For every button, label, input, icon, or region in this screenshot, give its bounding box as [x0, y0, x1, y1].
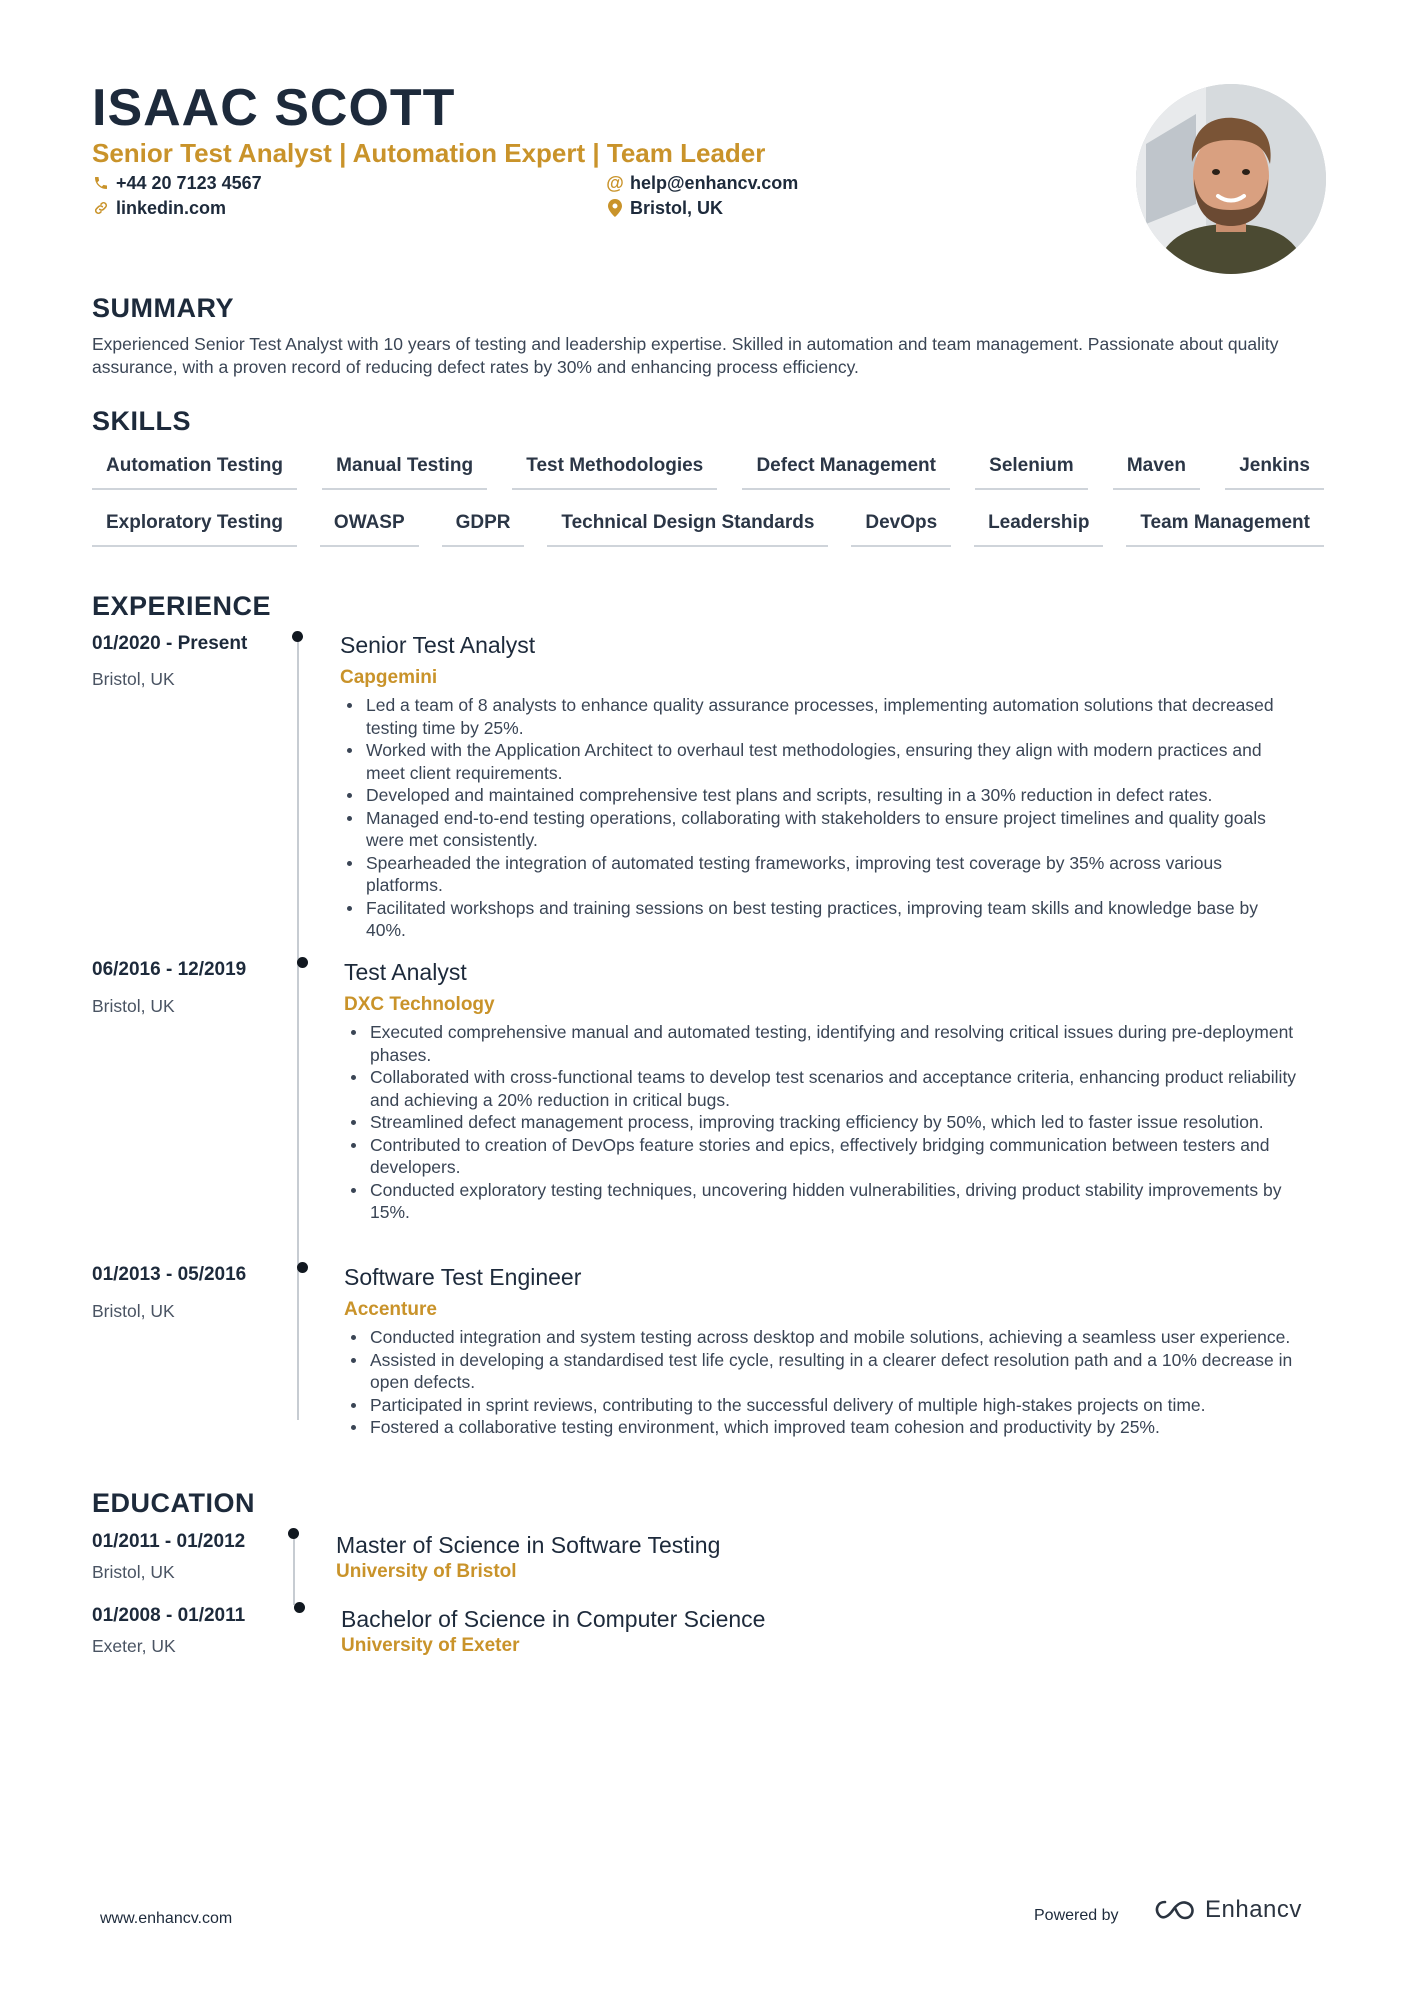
education-date: 01/2008 - 01/2011 [92, 1605, 246, 1626]
job-date: 01/2020 - Present [92, 633, 248, 654]
job-bullet: Worked with the Application Architect to overhaul test methodologies, ensuring they align with modern practices and meet client requirements. [340, 739, 1300, 784]
education-location: Exeter, UK [92, 1636, 176, 1656]
location-text: Bristol, UK [630, 198, 724, 218]
job-bullet: Participated in sprint reviews, contributing to the successful delivery of multiple high-stakes projects on time. [344, 1394, 1304, 1417]
powered-by-label: Powered by [1034, 1907, 1119, 1924]
skills-heading: SKILLS [92, 406, 192, 436]
education-timeline [293, 1535, 295, 1605]
education-date: 01/2011 - 01/2012 [92, 1531, 246, 1552]
job-bullets [344, 1326, 1304, 1439]
skill-tag: Leadership [974, 505, 1103, 547]
phone-text: +44 20 7123 4567 [116, 173, 262, 193]
job-role: Software Test Engineer [344, 1264, 582, 1290]
education-school: University of Exeter [341, 1635, 520, 1656]
skill-tag: Automation Testing [92, 448, 297, 490]
job-bullets [344, 1021, 1304, 1224]
skill-tag: Maven [1113, 448, 1200, 490]
skill-tag: OWASP [320, 505, 419, 547]
candidate-name: ISAAC SCOTT [92, 79, 456, 137]
job-location: Bristol, UK [92, 669, 175, 689]
job-bullet: Contributed to creation of DevOps feature stories and epics, effectively bridging communication between testers and developers. [344, 1134, 1304, 1179]
job-bullet: Streamlined defect management process, improving tracking efficiency by 50%, which led to faster issue resolution. [344, 1111, 1304, 1134]
skills-row-1 [92, 448, 1324, 490]
skills-list [92, 448, 1324, 562]
contact-location [606, 197, 723, 219]
enhancv-logo-icon [1153, 1898, 1199, 1922]
education-heading: EDUCATION [92, 1488, 255, 1518]
timeline-dot [297, 1262, 308, 1273]
experience-timeline [297, 640, 299, 1420]
job-company: Capgemini [340, 667, 438, 688]
linkedin-text: linkedin.com [116, 198, 227, 218]
timeline-dot [297, 957, 308, 968]
skill-tag: DevOps [851, 505, 951, 547]
job-company: DXC Technology [344, 994, 495, 1015]
job-role: Test Analyst [344, 959, 467, 985]
contact-phone[interactable] [92, 172, 262, 194]
job-bullet: Facilitated workshops and training sessions on best testing practices, improving team skills and knowledge base by 40%. [340, 897, 1300, 942]
job-bullet: Managed end-to-end testing operations, collaborating with stakeholders to ensure project timelines and quality goals were met consistently. [340, 807, 1300, 852]
skill-tag: Defect Management [742, 448, 950, 490]
education-school: University of Bristol [336, 1561, 517, 1582]
education-location: Bristol, UK [92, 1562, 175, 1582]
contact-linkedin[interactable] [92, 197, 226, 219]
skill-tag: GDPR [442, 505, 525, 547]
job-bullet: Fostered a collaborative testing environment, which improved team cohesion and productivity by 25%. [344, 1416, 1304, 1439]
job-bullet: Spearheaded the integration of automated testing frameworks, improving test coverage by 35% across various platforms. [340, 852, 1300, 897]
job-bullet: Developed and maintained comprehensive test plans and scripts, resulting in a 30% reduction in defect rates. [340, 784, 1300, 807]
education-degree: Bachelor of Science in Computer Science [341, 1606, 766, 1632]
job-location: Bristol, UK [92, 1301, 175, 1321]
skill-tag: Team Management [1126, 505, 1324, 547]
job-bullet: Executed comprehensive manual and automated testing, identifying and resolving critical issues during pre-deployment phases. [344, 1021, 1304, 1066]
job-date: 01/2013 - 05/2016 [92, 1264, 247, 1285]
job-date: 06/2016 - 12/2019 [92, 959, 247, 980]
job-role: Senior Test Analyst [340, 632, 536, 658]
skill-tag: Technical Design Standards [547, 505, 828, 547]
job-bullet: Collaborated with cross-functional teams to develop test scenarios and acceptance criteria, enhancing product reliability and achieving a 20% reduction in critical bugs. [344, 1066, 1304, 1111]
at-icon: @ [606, 173, 624, 193]
skill-tag: Manual Testing [322, 448, 487, 490]
brand-name: Enhancv [1205, 1896, 1302, 1923]
skill-tag: Jenkins [1225, 448, 1324, 490]
contact-email[interactable] [606, 172, 798, 194]
summary-heading: SUMMARY [92, 293, 234, 323]
candidate-tagline: Senior Test Analyst | Automation Expert | Team Leader [92, 138, 766, 168]
map-pin-icon [606, 199, 624, 217]
job-bullet: Conducted exploratory testing techniques, uncovering hidden vulnerabilities, driving product stability improvements by 15%. [344, 1179, 1304, 1224]
job-bullets [340, 694, 1300, 942]
summary-text: Experienced Senior Test Analyst with 10 years of testing and leadership expertise. Skilled in automation and team management. Passionate about quality assurance, with a proven record of reducing defect rates by 30% and enhancing process efficiency. [92, 334, 1279, 377]
timeline-dot [292, 631, 303, 642]
job-bullet: Conducted integration and system testing across desktop and mobile solutions, achieving a seamless user experience. [344, 1326, 1304, 1349]
enhancv-logo[interactable] [1153, 1896, 1302, 1924]
timeline-dot [294, 1602, 305, 1613]
email-text: help@enhancv.com [630, 173, 799, 193]
job-location: Bristol, UK [92, 996, 175, 1016]
profile-photo [1136, 84, 1326, 274]
skills-row-2 [92, 505, 1324, 547]
skill-tag: Exploratory Testing [92, 505, 297, 547]
experience-heading: EXPERIENCE [92, 591, 272, 621]
phone-icon [92, 174, 110, 192]
job-bullet: Assisted in developing a standardised test life cycle, resulting in a clearer defect resolution path and a 10% decrease in open defects. [344, 1349, 1304, 1394]
link-icon [92, 199, 110, 217]
skill-tag: Selenium [975, 448, 1087, 490]
timeline-dot [288, 1528, 299, 1539]
education-degree: Master of Science in Software Testing [336, 1532, 721, 1558]
job-company: Accenture [344, 1299, 437, 1320]
skill-tag: Test Methodologies [512, 448, 717, 490]
footer-url[interactable]: www.enhancv.com [100, 1910, 233, 1927]
job-bullet: Led a team of 8 analysts to enhance quality assurance processes, implementing automation solutions that decreased testing time by 25%. [340, 694, 1300, 739]
